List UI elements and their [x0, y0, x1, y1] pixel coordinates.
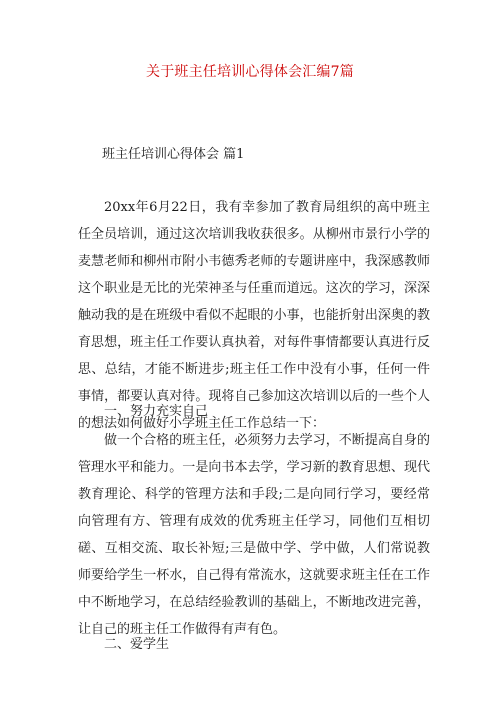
document-title: 关于班主任培训心得体会汇编7篇 [146, 64, 354, 80]
subheading-self-improvement: 一、努力充实自己 [104, 404, 209, 419]
paragraph-intro: 20xx年6月22日，我有幸参加了教育局组织的高中班主任全员培训，通过这次培训我收获很多。从柳州市景行小学的麦慧老师和柳州市附小韦德秀老师的专题讲座中，我深感教师这个职业是无比的光荣神圣与任重而道远。这次的学习，深深触动我的是在班级中看似不起眼的小事，也能折射出深奥的教育思想，班主任工作要认真执着，对每件事情都要认真进行反思、总结，才能不断进步;班主任工作中没有小事，任何一件事情，都要认真对待。现将自己参加这次培训以后的一些个人的想法如何做好小学班主任工作总结一下： [78, 200, 430, 431]
paragraph-self-improvement: 做一个合格的班主任，必须努力去学习，不断提高自身的管理水平和能力。一是向书本去学，学习新的教育思想、现代教育理论、科学的管理方法和手段;二是向同行学习，要经常向管理有方、管理有成效的优秀班主任学习，同他们互相切磋、互相交流、取长补短;三是做中学、学中做，人们常说教师要给学生一杯水，自己得有常流水，这就要求班主任在工作中不断地学习，在总结经验教训的基础上，不断地改进完善，让自己的班主任工作做得有声有色。 [78, 433, 430, 637]
section-heading: 班主任培训心得体会 篇1 [102, 147, 245, 162]
subheading-love-students: 二、爱学生 [104, 637, 170, 652]
